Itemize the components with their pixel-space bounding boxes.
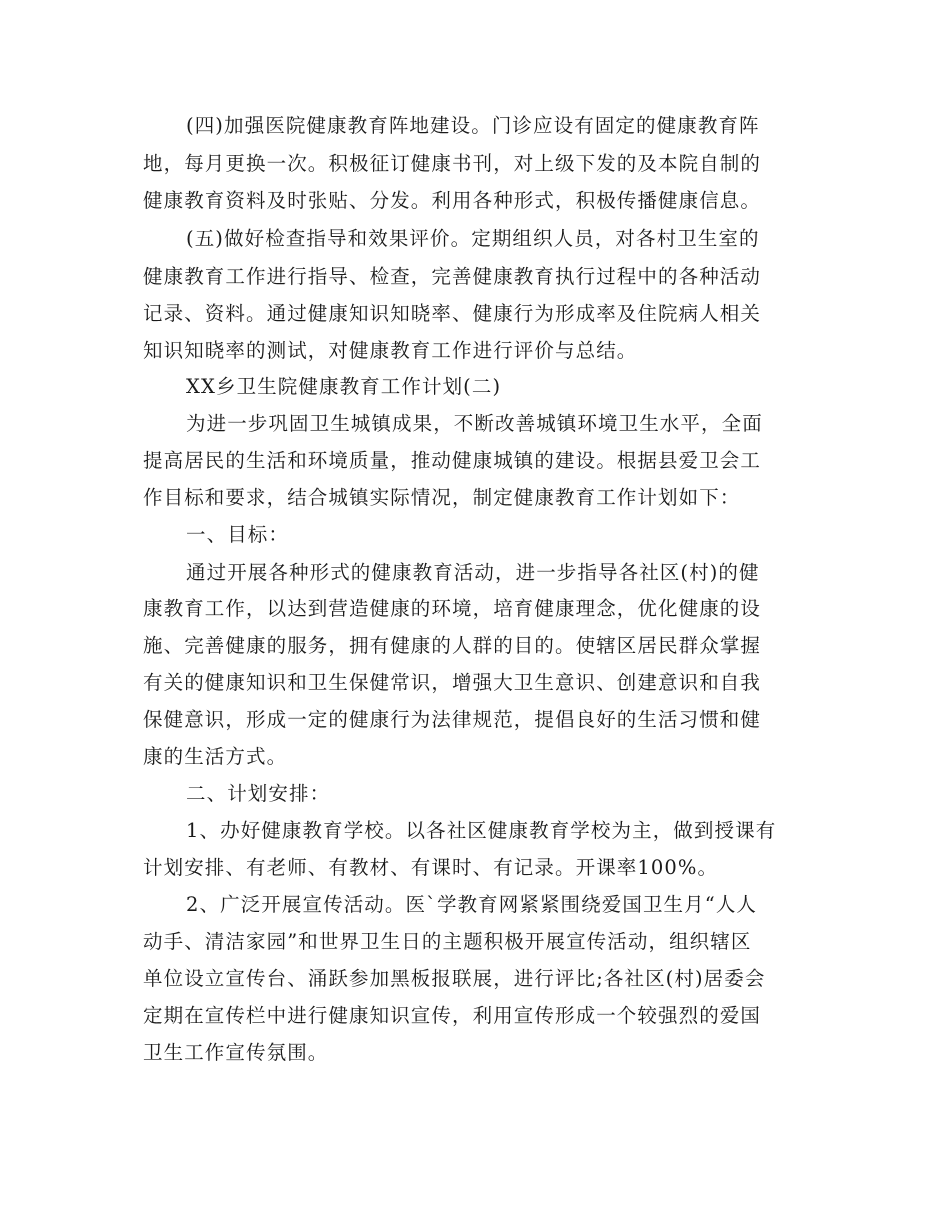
plan-2-line-4: 定期在宣传栏中进行健康知识宣传，利用宣传形成一个较强烈的爱国	[143, 1004, 762, 1027]
heading-goals: 一、目标：	[186, 523, 290, 546]
section-title: XX乡卫生院健康教育工作计划(二)	[186, 375, 502, 398]
paragraph-5-line-4: 知识知晓率的测试，对健康教育工作进行评价与总结。	[143, 339, 638, 362]
paragraph-5-line-3: 记录、资料。通过健康知识知晓率、健康行为形成率及住院病人相关	[143, 302, 762, 325]
paragraph-5-line-1: (五)做好检查指导和效果评价。定期组织人员，对各村卫生室的	[186, 227, 760, 250]
intro-line-1: 为进一步巩固卫生城镇成果，不断改善城镇环境卫生水平，全面	[186, 412, 763, 435]
paragraph-4-line-1: (四)加强医院健康教育阵地建设。门诊应设有固定的健康教育阵	[186, 114, 760, 137]
goals-line-5: 保健意识，形成一定的健康行为法律规范，提倡良好的生活习惯和健	[143, 708, 762, 731]
plan-1-line-1: 1、办好健康教育学校。以各社区健康教育学校为主，做到授课有	[186, 819, 777, 842]
goals-line-6: 康的生活方式。	[143, 745, 288, 768]
goals-line-1: 通过开展各种形式的健康教育活动，进一步指导各社区(村)的健	[186, 561, 760, 584]
plan-2-line-1: 2、广泛开展宣传活动。医`学教育网紧紧围绕爱国卫生月“人人	[186, 893, 758, 916]
paragraph-4-line-2: 地，每月更换一次。积极征订健康书刊，对上级下发的及本院自制的	[143, 152, 762, 175]
goals-line-2: 康教育工作，以达到营造健康的环境，培育健康理念，优化健康的设	[143, 597, 762, 620]
paragraph-5-line-2: 健康教育工作进行指导、检查，完善健康教育执行过程中的各种活动	[143, 265, 762, 288]
plan-2-line-2: 动手、清洁家园”和世界卫生日的主题积极开展宣传活动，组织辖区	[143, 930, 752, 953]
heading-plan: 二、计划安排：	[186, 782, 331, 805]
intro-line-2: 提高居民的生活和环境质量，推动健康城镇的建设。根据县爱卫会工	[143, 449, 762, 472]
paragraph-4-line-3: 健康教育资料及时张贴、分发。利用各种形式，积极传播健康信息。	[143, 189, 762, 212]
goals-line-4: 有关的健康知识和卫生保健常识，增强大卫生意识、创建意识和自我	[143, 671, 762, 694]
plan-2-line-3: 单位设立宣传台、涌跃参加黑板报联展，进行评比;各社区(村)居委会	[143, 967, 766, 990]
goals-line-3: 施、完善健康的服务，拥有健康的人群的目的。使辖区居民群众掌握	[143, 634, 762, 657]
plan-2-line-5: 卫生工作宣传氛围。	[143, 1041, 329, 1064]
intro-line-3: 作目标和要求，结合城镇实际情况，制定健康教育工作计划如下：	[143, 486, 741, 509]
plan-1-line-2: 计划安排、有老师、有教材、有课时、有记录。开课率100%。	[143, 856, 719, 879]
